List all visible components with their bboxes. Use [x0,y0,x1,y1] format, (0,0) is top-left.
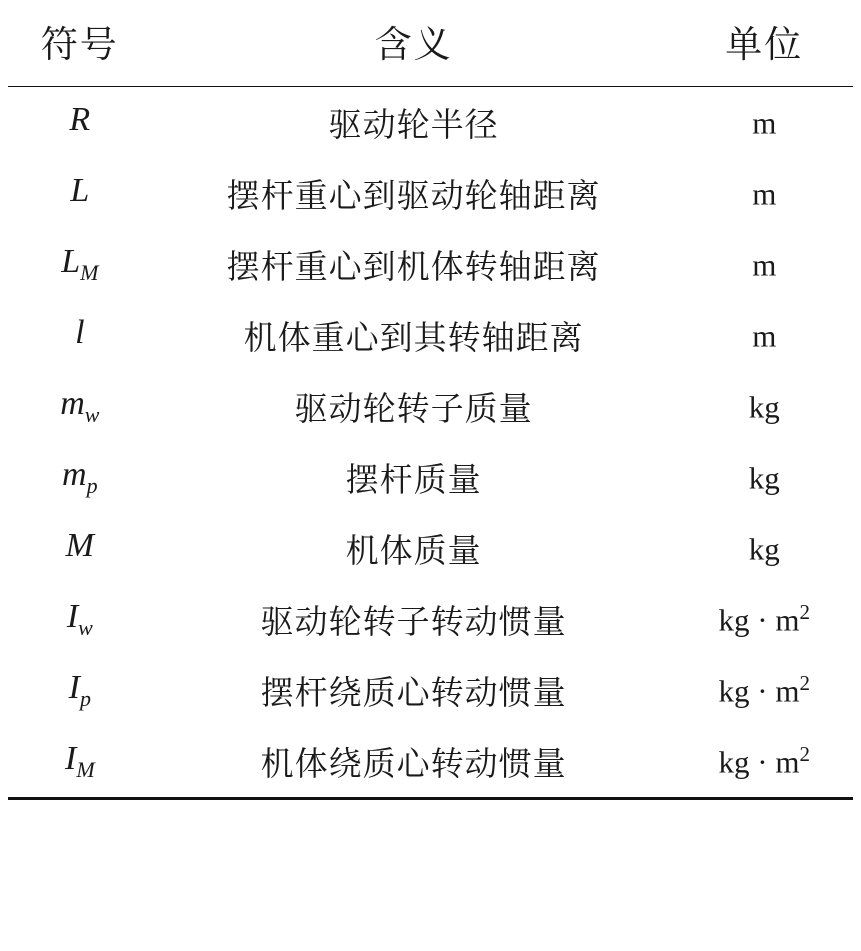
table-row [8,229,853,300]
cell-unit: m [676,87,853,159]
column-header-meaning: 含义 [374,25,453,66]
cell-symbol: R [8,87,152,159]
table-row [8,726,853,799]
table-row [8,584,853,655]
cell-meaning: 机体绕质心转动惯量 [260,747,567,783]
cell-symbol: M [65,527,94,565]
cell-meaning: 驱动轮转子转动惯量 [260,605,567,641]
cell-unit: kg [748,460,780,496]
symbol-subscript: p [86,472,98,498]
cell-symbol: $L_M$ [61,243,99,285]
unit-superscript: 2 [799,742,810,767]
cell-meaning: 摆杆重心到机体转轴距离 [226,250,601,286]
table-row [8,513,853,584]
cell-unit: m [752,247,777,283]
table-body [8,87,853,807]
table-bottom-rule [8,799,853,807]
symbol-subscript: p [79,685,91,711]
cell-unit: kg [748,389,780,425]
table-header-row [8,0,853,87]
cell-unit: kg · $m^2$ [718,600,810,638]
cell-meaning: 机体重心到其转轴距离 [243,321,584,357]
cell-meaning: 驱动轮半径 [152,87,676,159]
table-row [8,300,853,371]
unit-superscript: 2 [799,600,810,625]
table-row [8,158,853,229]
symbol-subscript: M [80,259,99,285]
cell-meaning: 摆杆绕质心转动惯量 [260,676,567,712]
cell-unit: m [752,318,777,354]
cell-symbol: l [75,314,85,352]
cell-symbol: L [70,172,90,210]
table-row [8,442,853,513]
table-row [8,655,853,726]
cell-symbol: $I_M$ [64,740,95,782]
column-header-unit: 单位 [725,25,804,66]
cell-symbol: $m_p$ [62,456,98,498]
cell-meaning: 机体质量 [345,534,482,570]
column-header-symbol: 符号 [40,25,119,66]
cell-symbol: $I_w$ [66,598,93,640]
cell-meaning: 摆杆质量 [345,463,482,499]
cell-meaning: 驱动轮转子质量 [294,392,533,428]
cell-unit: m [752,176,777,212]
symbol-definition-table [8,0,853,806]
symbol-subscript: M [76,756,95,782]
cell-meaning: 摆杆重心到驱动轮轴距离 [226,179,601,215]
cell-unit: kg · $m^2$ [718,671,810,709]
unit-superscript: 2 [799,671,810,696]
cell-symbol: $m_w$ [60,385,100,427]
cell-symbol: $I_p$ [68,669,91,711]
table-row [8,87,853,159]
cell-unit: kg · $m^2$ [718,742,810,780]
symbol-subscript: w [78,614,93,640]
cell-unit: kg [748,531,780,567]
table-row [8,371,853,442]
symbol-subscript: w [84,401,100,427]
table-header [8,0,853,87]
